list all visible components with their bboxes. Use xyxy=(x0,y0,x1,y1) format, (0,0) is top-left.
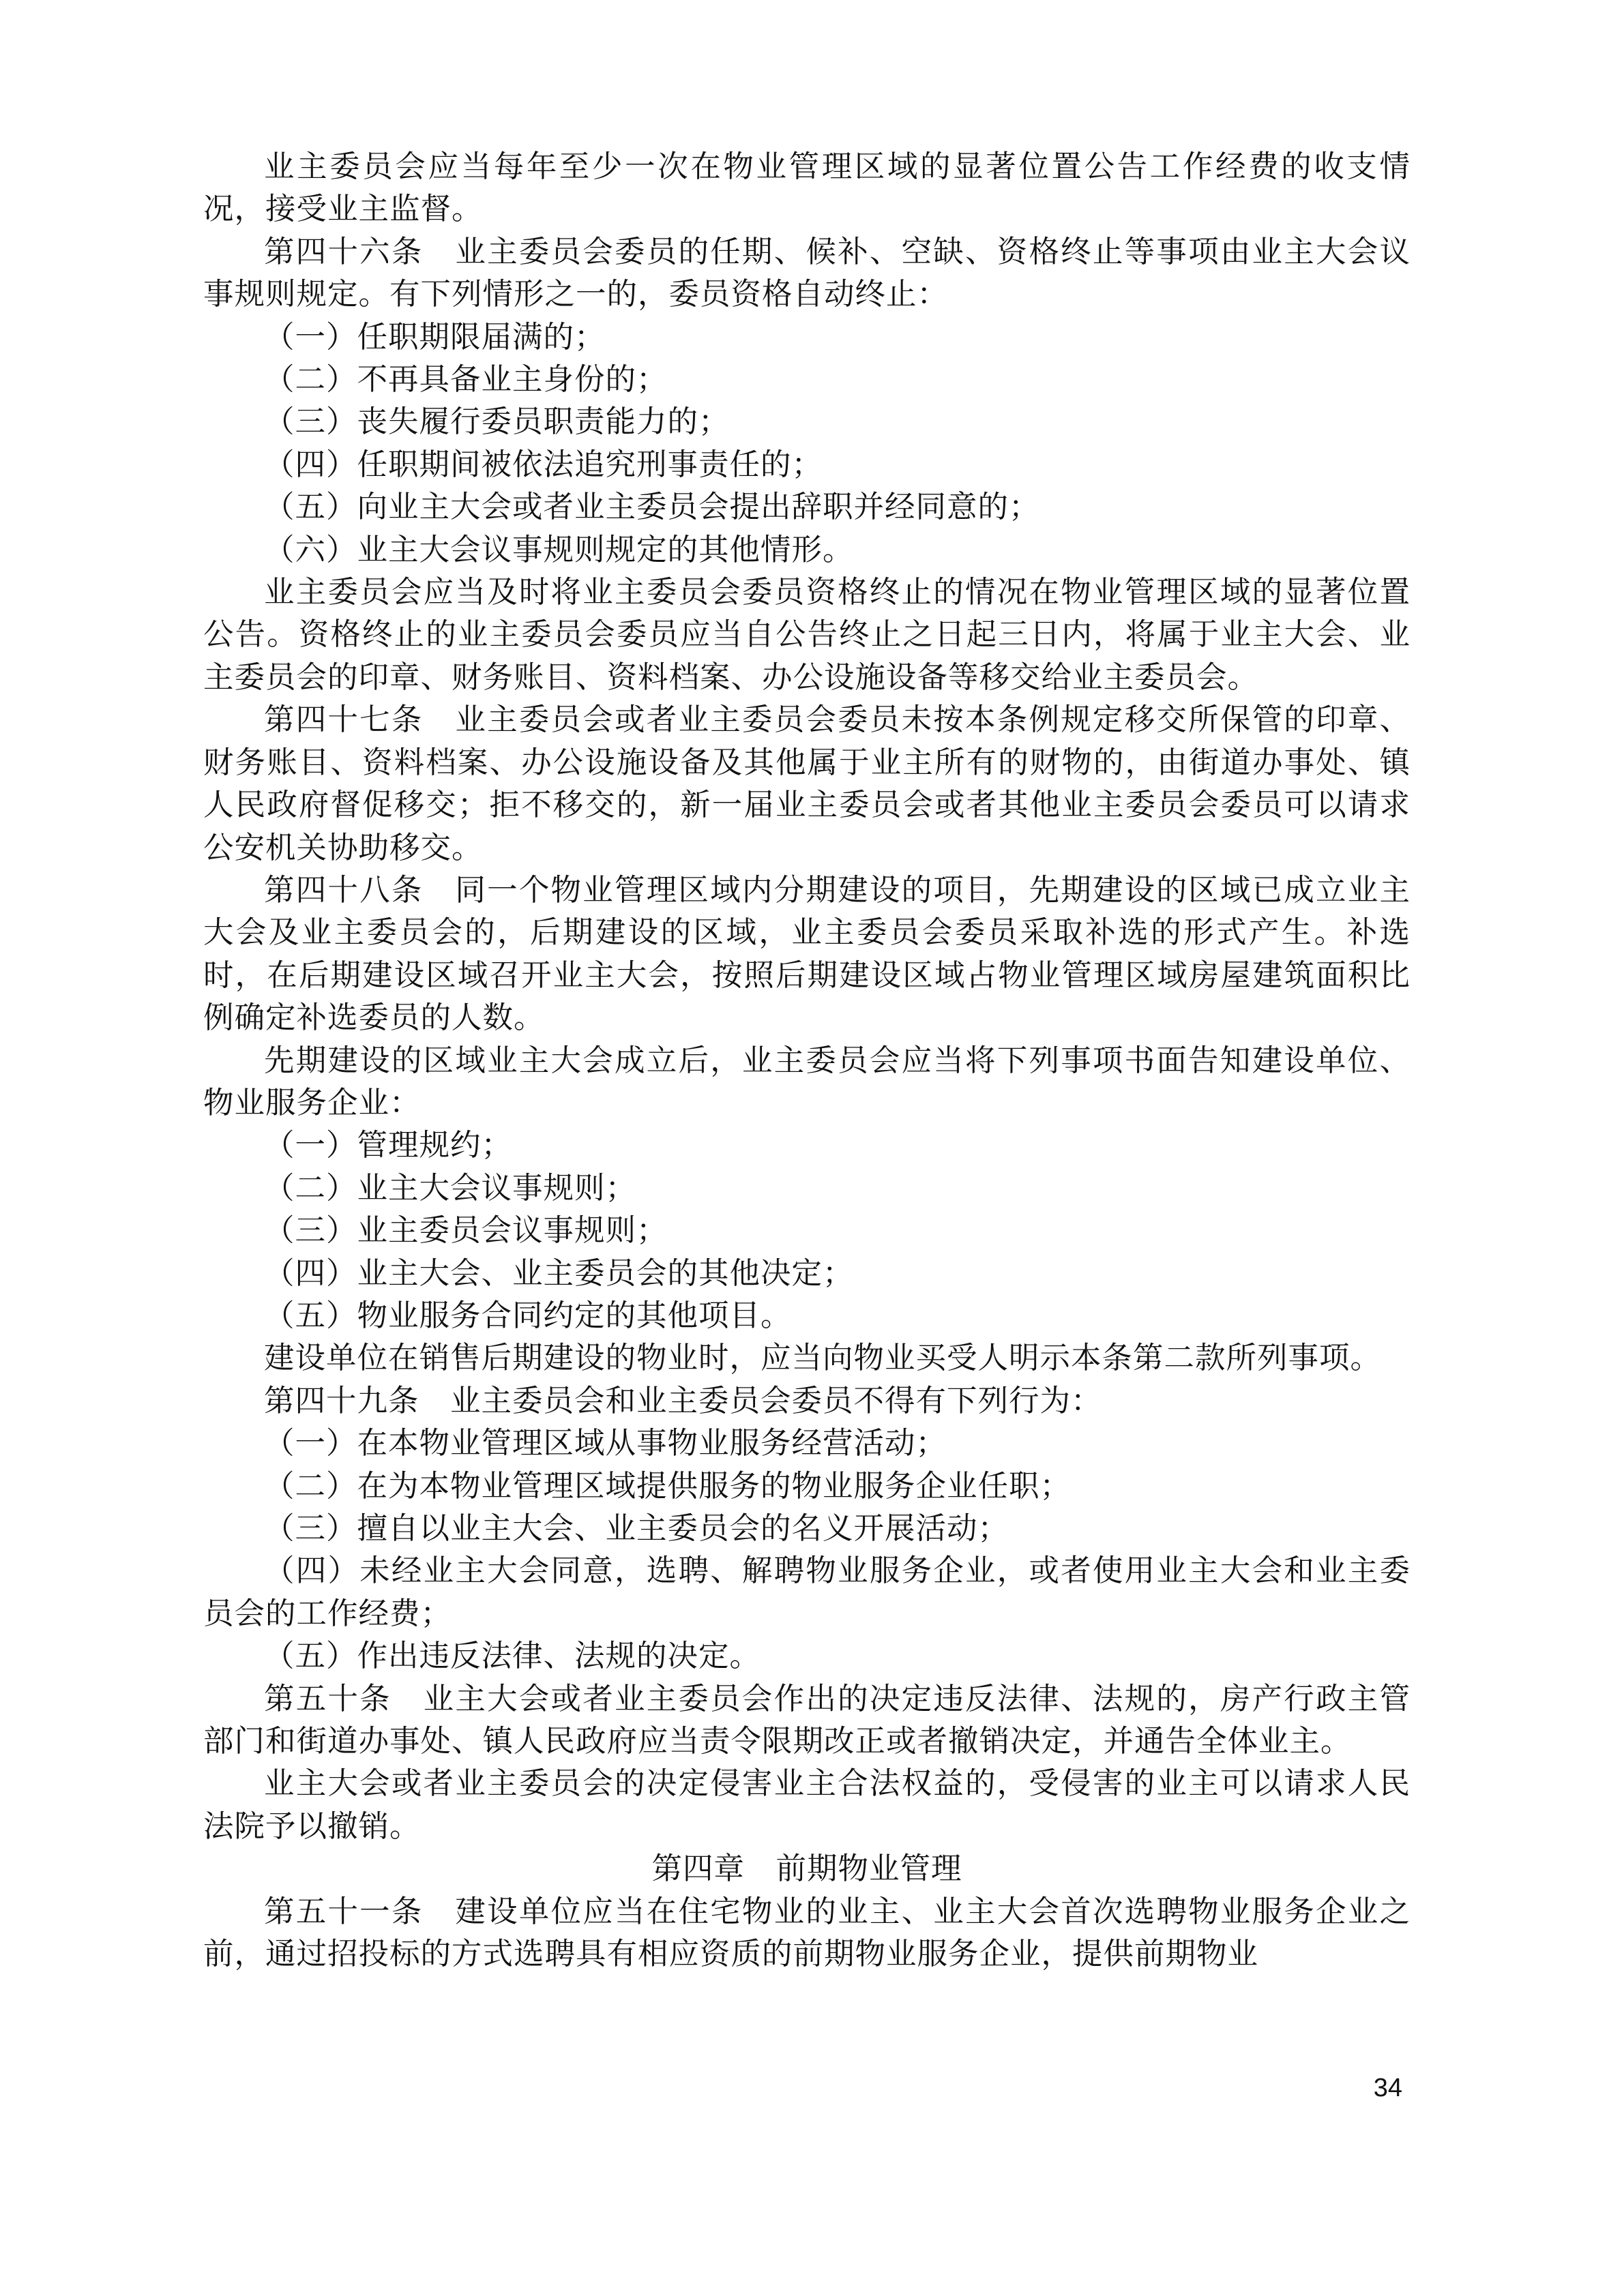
article-46-item-5: （五）向业主大会或者业主委员会提出辞职并经同意的； xyxy=(264,490,1040,525)
article-49: 第四十九条 业主委员会和业主委员会委员不得有下列行为： xyxy=(264,1383,1102,1418)
article-46-item-6: （六）业主大会议事规则规定的其他情形。 xyxy=(264,532,854,567)
article-49-item-3: （三）擅自以业主大会、业主委员会的名义开展活动； xyxy=(264,1511,1009,1546)
paragraph-committee-budget-notice: 业主委员会应当每年至少一次在物业管理区域的显著位置公告工作经费的收支情况，接受业主监督。 xyxy=(203,149,1411,227)
page-number: 34 xyxy=(1373,2074,1402,2102)
document-body xyxy=(203,146,1411,1976)
article-46-item-3: （三）丧失履行委员职责能力的； xyxy=(264,404,730,440)
article-48-item-1: （一）管理规约； xyxy=(264,1128,513,1163)
article-48-item-2: （二）业主大会议事规则； xyxy=(264,1170,637,1206)
article-48-item-3: （三）业主委员会议事规则； xyxy=(264,1213,668,1249)
chapter-heading: 第四章 前期物业管理 xyxy=(651,1851,962,1887)
article-50: 第五十条 业主大会或者业主委员会作出的决定违反法律、法规的，房产行政主管部门和街道办事处、镇人民政府应当责令限期改正或者撤销决定，并通告全体业主。 xyxy=(203,1681,1411,1759)
article-46-item-4: （四）任职期间被依法追究刑事责任的； xyxy=(264,447,823,482)
article-49-item-1: （一）在本物业管理区域从事物业服务经营活动； xyxy=(264,1426,947,1461)
paragraph-prior-phase-notice: 先期建设的区域业主大会成立后，业主委员会应当将下列事项书面告知建设单位、物业服务企业： xyxy=(203,1043,1411,1120)
paragraph-court-revocation: 业主大会或者业主委员会的决定侵害业主合法权益的，受侵害的业主可以请求人民法院予以撤销。 xyxy=(203,1766,1411,1844)
article-46-item-2: （二）不再具备业主身份的； xyxy=(264,362,668,398)
article-51: 第五十一条 建设单位应当在住宅物业的业主、业主大会首次选聘物业服务企业之前，通过招投标的方式选聘具有相应资质的前期物业服务企业，提供前期物业 xyxy=(203,1894,1411,1972)
article-47: 第四十七条 业主委员会或者业主委员会委员未按本条例规定移交所保管的印章、财务账目、资料档案、办公设施设备及其他属于业主所有的财物的，由街道办事处、镇人民政府督促移交；拒不移交的，新一届业主委员会或者其他业主委员会委员可以请求公安机关协助移交。 xyxy=(203,702,1411,865)
article-48-item-5: （五）物业服务合同约定的其他项目。 xyxy=(264,1298,792,1333)
article-46: 第四十六条 业主委员会委员的任期、候补、空缺、资格终止等事项由业主大会议事规则规定。有下列情形之一的，委员资格自动终止： xyxy=(203,234,1411,312)
paragraph-developer-disclosure: 建设单位在销售后期建设的物业时，应当向物业买受人明示本条第二款所列事项。 xyxy=(264,1341,1382,1376)
article-48-item-4: （四）业主大会、业主委员会的其他决定； xyxy=(264,1255,854,1291)
article-49-item-2: （二）在为本物业管理区域提供服务的物业服务企业任职； xyxy=(264,1468,1072,1504)
article-49-item-4: （四）未经业主大会同意，选聘、解聘物业服务企业，或者使用业主大会和业主委员会的工作经费； xyxy=(203,1553,1411,1631)
article-48: 第四十八条 同一个物业管理区域内分期建设的项目，先期建设的区域已成立业主大会及业主委员会的，后期建设的区域，业主委员会委员采取补选的形式产生。补选时，在后期建设区域召开业主大会，按照后期建设区域占物业管理区域房屋建筑面积比例确定补选委员的人数。 xyxy=(203,872,1411,1036)
paragraph-qualification-termination: 业主委员会应当及时将业主委员会委员资格终止的情况在物业管理区域的显著位置公告。资格终止的业主委员会委员应当自公告终止之日起三日内，将属于业主大会、业主委员会的印章、财务账目、资料档案、办公设施设备等移交给业主委员会。 xyxy=(203,575,1411,695)
article-46-item-1: （一）任职期限届满的； xyxy=(264,319,606,355)
article-49-item-5: （五）作出违反法律、法规的决定。 xyxy=(264,1639,761,1674)
